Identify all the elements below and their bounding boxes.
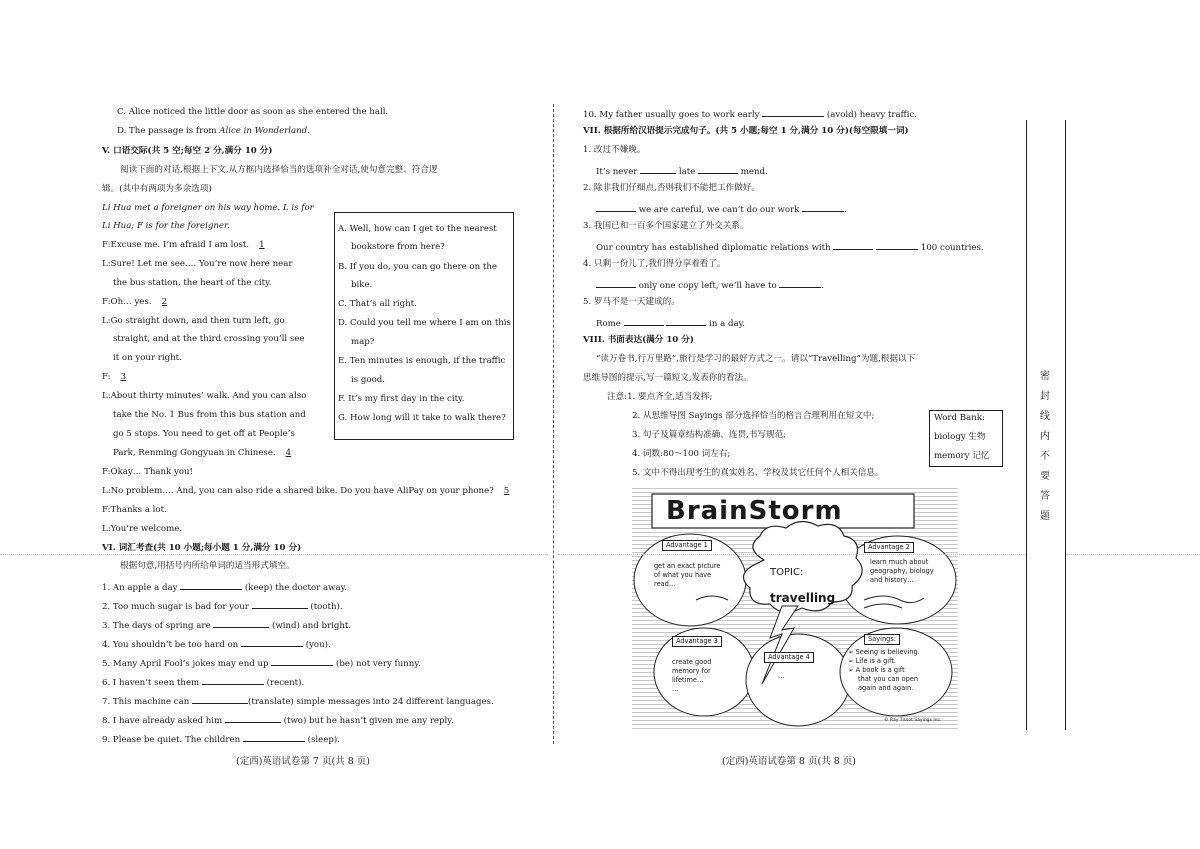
seal-char: 答: [1040, 491, 1050, 502]
sentence-prompt: 4. 只剩一份儿了,我们得分享着看了。: [583, 259, 726, 269]
option-line: bike.: [351, 280, 373, 290]
vocab-item: 4. You shouldn’t be too hard on (you).: [102, 637, 331, 651]
saying-item: ➢ Seeing is believing.: [848, 648, 920, 656]
saying-item: ➢ A book is a gift: [848, 666, 905, 674]
topic-label: TOPIC:: [770, 567, 804, 578]
sentence-prompt: 5. 罗马不是一天建成的。: [583, 297, 680, 307]
advantage-3-label: Advantage 3: [672, 636, 722, 647]
dialog-line: F:Excuse me. I’m afraid I am lost. 1: [102, 240, 265, 250]
option-line: map?: [351, 337, 375, 347]
advantage-2-text: learn much about: [870, 558, 929, 566]
saying-item: that you can open: [858, 675, 919, 683]
writing-instruction: “读万卷书,行万里路”,旅行是学习的最好方式之一。请以“Travelling”为题,根据以下: [596, 354, 916, 364]
writing-instruction-cont: 思维导图的提示,写一篇短文,发表你的看法。: [583, 373, 752, 383]
seal-char: 不: [1040, 451, 1050, 462]
option-d: D. The passage is from Alice in Wonderland.: [117, 126, 310, 136]
dialog-line: L:You’re welcome.: [102, 524, 183, 534]
advantage-3-text: create good: [672, 658, 712, 666]
column-divider: [553, 104, 555, 744]
bubble-advantage-4: [746, 634, 850, 726]
seal-margin: [1026, 120, 1066, 730]
writing-note: 2. 从思维导图 Sayings 部分选择恰当的格言合理利用在短文中;: [632, 411, 875, 421]
option-line: B. If you do, you can go there on the: [338, 262, 497, 272]
dialog-line-cont: it on your right.: [113, 353, 182, 363]
advantage-4-text: …: [778, 672, 785, 680]
advantage-4-label: Advantage 4: [764, 652, 814, 663]
sayings-label: Sayings:: [864, 634, 900, 645]
section-5-instruction: 阅读下面的对话,根据上下文,从方框内选择恰当的选项补全对话,使句意完整、符合逻: [120, 165, 438, 175]
dialog-line: L:About thirty minutes’ walk. And you can also: [102, 391, 307, 401]
option-line: G. How long will it take to walk there?: [338, 413, 506, 423]
dialog-line-cont: take the No. 1 Bus from this bus station and: [113, 410, 306, 420]
dialog-line: F:Oh… yes. 2: [102, 297, 168, 307]
vocab-item: 3. The days of spring are (wind) and bright.: [102, 618, 351, 632]
section-5-heading: V. 口语交际(共 5 空;每空 2 分,满分 10 分): [102, 146, 273, 156]
word-bank-item: memory 记忆: [934, 451, 990, 461]
writing-note: 4. 词数:80～100 词左右;: [632, 449, 731, 459]
sentence-prompt: 1. 改过不嫌晚。: [583, 145, 646, 155]
dialog-line-cont: straight, and at the third crossing you’ll see: [113, 334, 305, 344]
word-bank-title: Word Bank:: [934, 413, 985, 423]
dialog-line: F:Thanks a lot.: [102, 505, 167, 515]
page-footer-right: (定西)英语试卷第 8 页(共 8 页): [722, 756, 856, 767]
option-c: C. Alice noticed the little door as soon as she entered the hall.: [117, 107, 389, 117]
vocab-item: 5. Many April Fool’s jokes may end up (be) not very funny.: [102, 656, 421, 670]
writing-note: 3. 句子及篇章结构准确、连贯,书写规范;: [632, 430, 787, 440]
option-line: F. It’s my first day in the city.: [338, 394, 465, 404]
option-line: D. Could you tell me where I am on this: [338, 318, 511, 328]
seal-char: 要: [1040, 471, 1050, 482]
writing-note: 注意:1. 要点齐全,适当发挥;: [607, 392, 713, 402]
sentence-blank: Our country has established diplomatic relations with 100 countries.: [596, 240, 984, 254]
section-6-instruction: 根据句意,用括号内所给单词的适当形式填空。: [120, 561, 295, 571]
topic-word: travelling: [770, 591, 836, 605]
vocab-item: 10. My father usually goes to work early (avoid) heavy traffic.: [583, 107, 917, 121]
advantage-2-text: and history…: [870, 576, 914, 584]
vocab-item: 6. I haven’t seen them (recent).: [102, 675, 304, 689]
dialog-line: F: 3: [102, 372, 127, 382]
dialog-intro-cont: Li Hua; F is for the foreigner.: [102, 221, 230, 231]
fold-line: [0, 554, 548, 555]
copyright-note: © Ray Tissot Sayings Inc.: [884, 718, 942, 723]
dialog-line: F:Okay… Thank you!: [102, 467, 193, 477]
vocab-item: 7. This machine can (translate) simple messages into 24 different languages.: [102, 694, 494, 708]
advantage-1-text: read…: [654, 580, 676, 588]
vocab-item: 8. I have already asked him (two) but he hasn’t given me any reply.: [102, 713, 454, 727]
seal-char: 内: [1040, 431, 1050, 442]
vocab-item: 2. Too much sugar is bad for your (tooth).: [102, 599, 343, 613]
vocab-item: 1. An apple a day (keep) the doctor away.: [102, 580, 347, 594]
sentence-blank: It’s never late mend.: [596, 164, 768, 178]
seal-char: 密: [1040, 371, 1050, 382]
advantage-2-text: geography, biology: [870, 567, 934, 575]
option-line: is good.: [351, 375, 385, 385]
fold-line: [558, 554, 1026, 555]
option-line: C. That’s all right.: [338, 299, 417, 309]
fold-line: [1066, 554, 1200, 555]
writing-note: 5. 文中不得出现考生的真实姓名、学校及其它任何个人相关信息。: [632, 468, 884, 478]
advantage-3-text: …: [672, 685, 679, 693]
dialog-line: L:Go straight down, and then turn left, go: [102, 316, 285, 326]
saying-item: again and again.: [858, 684, 914, 692]
seal-char: 线: [1040, 411, 1050, 422]
sentence-blank: Rome in a day.: [596, 316, 745, 330]
advantage-1-label: Advantage 1: [662, 540, 712, 551]
word-bank-item: biology 生物: [934, 432, 986, 442]
dialog-line-cont: the bus station, the heart of the city.: [113, 278, 272, 288]
sentence-prompt: 3. 我国已和一百多个国家建立了外交关系。: [583, 221, 749, 231]
seal-char: 封: [1040, 391, 1050, 402]
section-6-heading: VI. 词汇考查(共 10 小题;每小题 1 分,满分 10 分): [102, 543, 302, 553]
brainstorm-title: BrainStorm: [666, 496, 843, 526]
option-line: bookstore from here?: [351, 242, 445, 252]
section-8-heading: VIII. 书面表达(满分 10 分): [583, 335, 694, 345]
dialog-line-cont: Park, Renming Gongyuan in Chinese. 4: [113, 448, 292, 458]
sentence-blank: only one copy left, we’ll have to .: [596, 278, 824, 292]
advantage-1-text: of what you have: [654, 571, 712, 579]
sentence-prompt: 2. 除非我们仔细点,否则我们不能把工作做好。: [583, 183, 760, 193]
advantage-3-text: lifetime…: [672, 676, 704, 684]
brainstorm-diagram: [632, 488, 958, 730]
dialog-line: L:No problem…. And, you can also ride a shared bike. Do you have AliPay on your phone? 5: [102, 486, 510, 496]
sentence-blank: we are careful, we can’t do our work .: [596, 202, 847, 216]
section-7-heading: VII. 根据所给汉语提示完成句子。(共 5 小题;每空 1 分,满分 10 分)(每空限填一词): [583, 126, 909, 136]
option-line: A. Well, how can I get to the nearest: [338, 224, 497, 234]
advantage-2-label: Advantage 2: [864, 542, 914, 553]
dialog-line-cont: go 5 stops. You need to get off at People’s: [113, 429, 295, 439]
vocab-item: 9. Please be quiet. The children (sleep).: [102, 732, 340, 746]
option-line: E. Ten minutes is enough, if the traffic: [338, 356, 506, 366]
seal-char: 题: [1040, 511, 1050, 522]
page-footer-left: (定西)英语试卷第 7 页(共 8 页): [236, 756, 370, 767]
dialog-intro: Li Hua met a foreigner on his way home. L is for: [102, 203, 314, 213]
advantage-3-text: memory for: [672, 667, 711, 675]
section-5-instruction-cont: 辑。(其中有两项为多余选项): [102, 184, 212, 194]
advantage-1-text: get an exact picture: [654, 562, 721, 570]
saying-item: ➢ Life is a gift.: [848, 657, 897, 665]
dialog-line: L:Sure! Let me see…. You’re now here near: [102, 259, 293, 269]
